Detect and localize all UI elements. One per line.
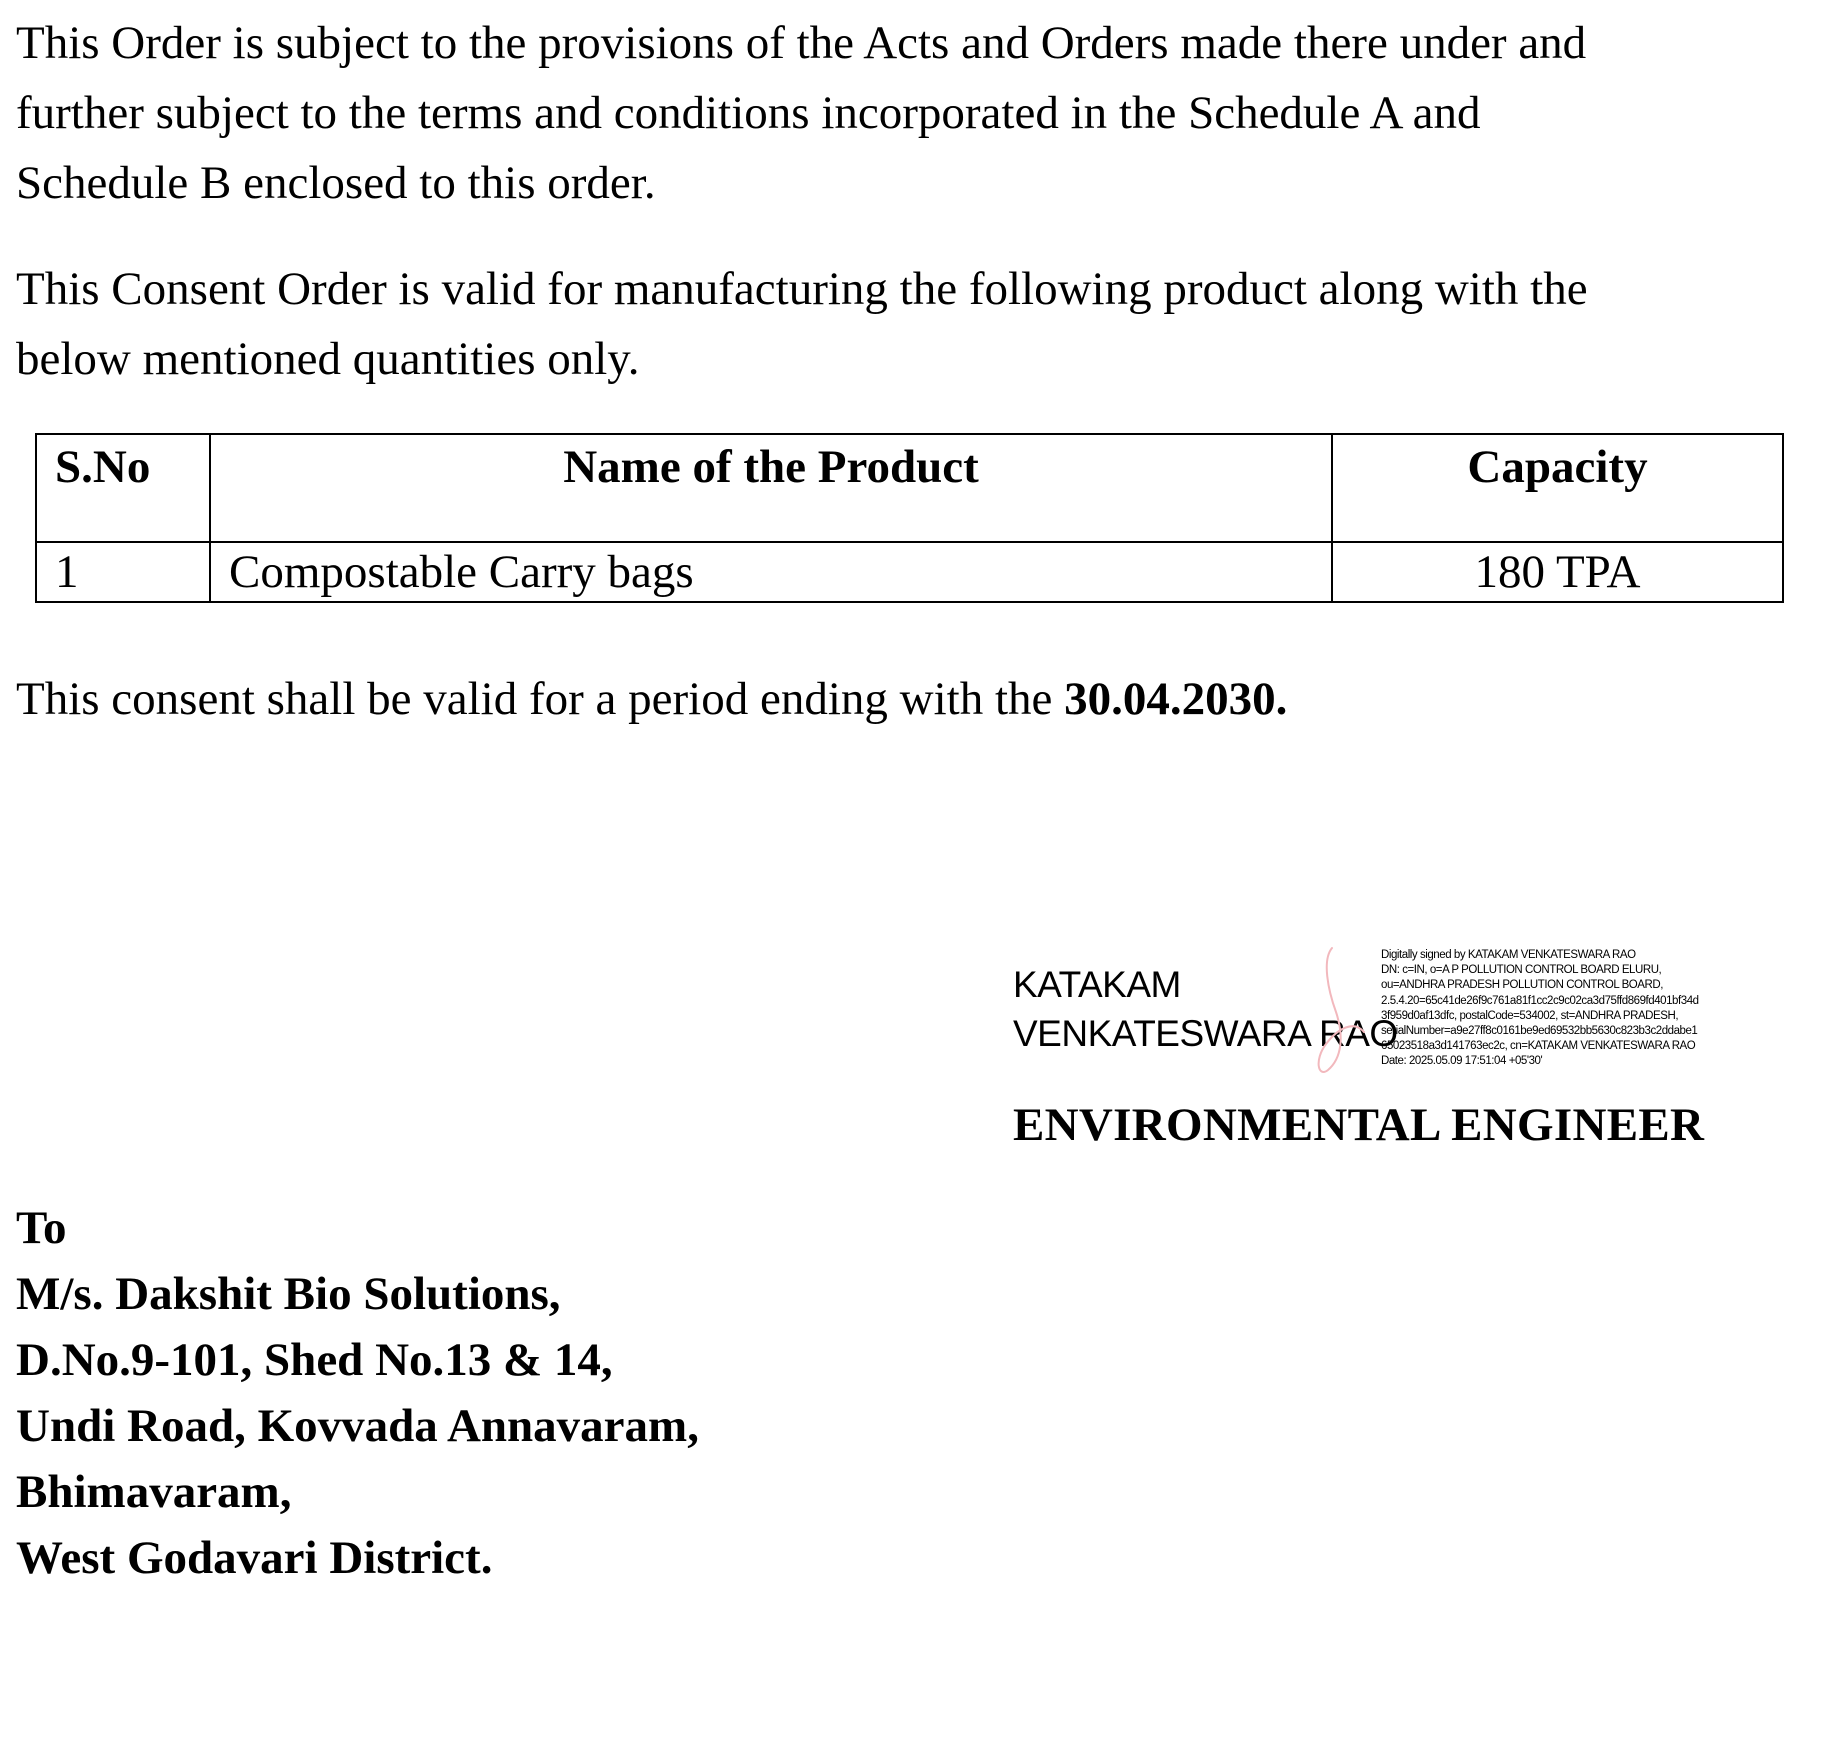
cell-sno: 1 — [36, 542, 210, 602]
table-header-row — [36, 434, 1783, 542]
validity-text: This consent shall be valid for a period ending with the — [16, 673, 1065, 725]
signature-detail-line: 2.5.4.20=65c41de26f9c761a81f1cc2c9c02ca3d75ffd869fd401bf34d — [1381, 994, 1699, 1007]
table-row — [36, 542, 1783, 602]
paragraph-line: further subject to the terms and conditions incorporated in the Schedule A and — [16, 87, 1481, 139]
signatory-name-line: VENKATESWARA RAO — [1013, 1013, 1398, 1054]
paragraph-line: This Consent Order is valid for manufacturing the following product along with the — [16, 263, 1588, 315]
signature-detail-line: 65023518a3d141763ec2c, cn=KATAKAM VENKATESWARA RAO — [1381, 1040, 1696, 1053]
signature-detail-line: ou=ANDHRA PRADESH POLLUTION CONTROL BOARD, — [1381, 979, 1663, 992]
signature-detail-line: DN: c=IN, o=A P POLLUTION CONTROL BOARD ELURU, — [1381, 964, 1662, 977]
signature-detail-line: serialNumber=a9e27ff8c0161be9ed69532bb5630c823b3c2ddabe1 — [1381, 1025, 1698, 1038]
signatory-designation: ENVIRONMENTAL ENGINEER — [1013, 1099, 1705, 1151]
address-line: West Godavari District. — [16, 1532, 493, 1584]
address-line: Bhimavaram, — [16, 1466, 292, 1518]
address-line: Undi Road, Kovvada Annavaram, — [16, 1400, 699, 1452]
consent-validity-paragraph — [16, 254, 1810, 394]
digital-signature-details — [1381, 948, 1841, 1070]
paragraph-line: This Order is subject to the provisions of the Acts and Orders made there under and — [16, 17, 1587, 69]
cell-product-name: Compostable Carry bags — [210, 542, 1332, 602]
validity-statement — [16, 664, 1810, 734]
address-line: D.No.9-101, Shed No.13 & 14, — [16, 1334, 613, 1386]
validity-date: 30.04.2030. — [1064, 673, 1288, 725]
cell-capacity: 180 TPA — [1332, 542, 1783, 602]
product-table — [35, 433, 1784, 603]
paragraph-line: below mentioned quantities only. — [16, 333, 640, 385]
order-provisions-paragraph — [16, 8, 1810, 218]
header-capacity: Capacity — [1332, 434, 1783, 542]
signature-detail-line: Digitally signed by KATAKAM VENKATESWARA RAO — [1381, 949, 1636, 961]
signatory-name-line: KATAKAM — [1013, 964, 1181, 1005]
address-line: M/s. Dakshit Bio Solutions, — [16, 1268, 561, 1320]
header-product-name: Name of the Product — [210, 434, 1332, 542]
digital-signature-mark-icon — [1292, 940, 1382, 1080]
header-sno: S.No — [36, 434, 210, 542]
signature-detail-line: Date: 2025.05.09 17:51:04 +05'30' — [1381, 1055, 1543, 1068]
addressee-block — [16, 1195, 699, 1591]
signature-detail-line: 3f959d0af13dfc, postalCode=534002, st=ANDHRA PRADESH, — [1381, 1009, 1679, 1022]
address-line: To — [16, 1202, 67, 1254]
paragraph-line: Schedule B enclosed to this order. — [16, 157, 656, 209]
